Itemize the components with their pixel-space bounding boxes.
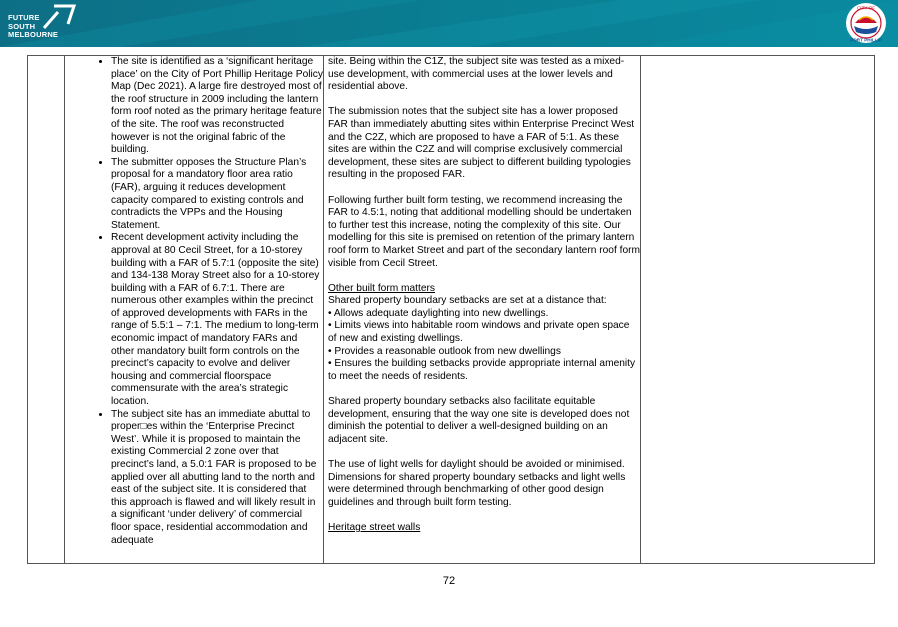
submission-bullet-list [65, 56, 323, 547]
response-paragraph: Dimensions for shared property boundary setbacks and light wells were determined through benchmarking of other good design guidelines and through built form testing. [328, 471, 626, 508]
response-paragraph: Shared property boundary setbacks are set at a distance that: [328, 295, 607, 307]
section-heading-heritage: Heritage street walls [328, 521, 421, 533]
header-decoration [0, 0, 898, 47]
response-paragraph: The submission notes that the subject site has a lower proposed FAR than immediately abutting sites within Enterprise Precinct West and the C2Z, which are proposed to have a FAR of 5:1. As these sites are within the C2Z and will comprise exclusively commercial development, these sites are subject to different building typologies resulting in the proposed FAR. [328, 106, 635, 181]
logo-line-1: FUTURE [8, 13, 40, 22]
list-item: • The site is identified as a ‘significant heritage place’ on the City of Port Phillip Heritage Policy Map (Dec 2021). A large fire destroyed most of the roof structure in 2009 including the lantern form roof noted as the primary heritage feature of the site. The roof was reconstructed however is not the original fabric of the building. [111, 56, 323, 157]
table-row [28, 56, 875, 564]
city-of-port-phillip-seal [842, 2, 890, 44]
submission-summary-cell [65, 56, 324, 564]
submissions-table [27, 55, 875, 564]
list-item: • Allows adequate daylighting into new dwellings. [328, 307, 549, 319]
response-paragraph: Shared property boundary setbacks also facilitate equitable development, ensuring that the way one site is developed does not diminish the potential to deliver a well-designed building on an adjacent site. [328, 396, 630, 445]
logo-line-3: MELBOURNE [8, 30, 59, 40]
list-item: • Ensures the building setbacks provide appropriate internal amenity to meet the needs of residents. [328, 358, 636, 382]
seal-bottom-text: PORT PHILLIP [850, 37, 882, 43]
table-cell-1 [28, 56, 65, 564]
list-item: • Provides a reasonable outlook from new dwellings [328, 345, 561, 357]
logo-line-2: SOUTH [8, 21, 36, 31]
future-south-melbourne-logo [4, 2, 84, 44]
page-number: 72 [442, 575, 456, 587]
list-item: • The subject site has an immediate abuttal to proper□es within the ‘Enterprise Precinct West’. While it is proposed to maintain the existing Commercial 2 zone over that precinct’s land, a 5.0:1 FAR is proposed to be applied over all abutting land to the north and east of the subject site. It is considered that this approach is flawed and will likely result in a significant ‘under delivery’ of commercial floor space, residential accommodation and adequate [111, 409, 323, 548]
response-paragraph: Following further built form testing, we recommend increasing the FAR to 4.5:1, noting that additional modelling should be undertaken to further test this increase, noting the complexity of this site. Our modelling for this site is premised on retention of the primary lantern roof form to Market Street and part of the secondary lantern roof form visible from Cecil Street. [328, 194, 640, 269]
list-item: • Limits views into habitable room windows and private open space of new and existing dwellings. [328, 320, 630, 345]
list-item: • Recent development activity including the approval at 80 Cecil Street, for a 10-storey building with a FAR of 5.7:1 (opposite the site) and 134-138 Moray Street also for a 10-storey building with a FAR of 6.7:1. There are numerous other examples within the precinct of approved developments with FARs in the range of 5.5:1 – 7:1. The medium to long-term economic impact of mandatory FARs and other mandatory built form controls on the precinct’s capacity to evolve and deliver housing and commercial floorspace commensurate with the area’s strategic location. [111, 232, 323, 408]
response-paragraph: site. Being within the C1Z, the subject site was tested as a mixed-use development, with commercial uses at the lower levels and residential above. [328, 56, 625, 93]
response-paragraph: The use of light wells for daylight should be avoided or minimised. [328, 459, 625, 470]
page-header [0, 0, 898, 47]
section-heading-built-form: Other built form matters [328, 282, 435, 294]
seal-top-text: CITY OF [856, 5, 876, 11]
table-cell-4 [641, 56, 875, 564]
response-cell [324, 56, 641, 564]
list-item: • The submitter opposes the Structure Plan’s proposal for a mandatory floor area ratio (FAR), arguing it reduces development capacity compared to existing controls and contradicts the VPPs and the Housing Statement. [111, 157, 323, 233]
